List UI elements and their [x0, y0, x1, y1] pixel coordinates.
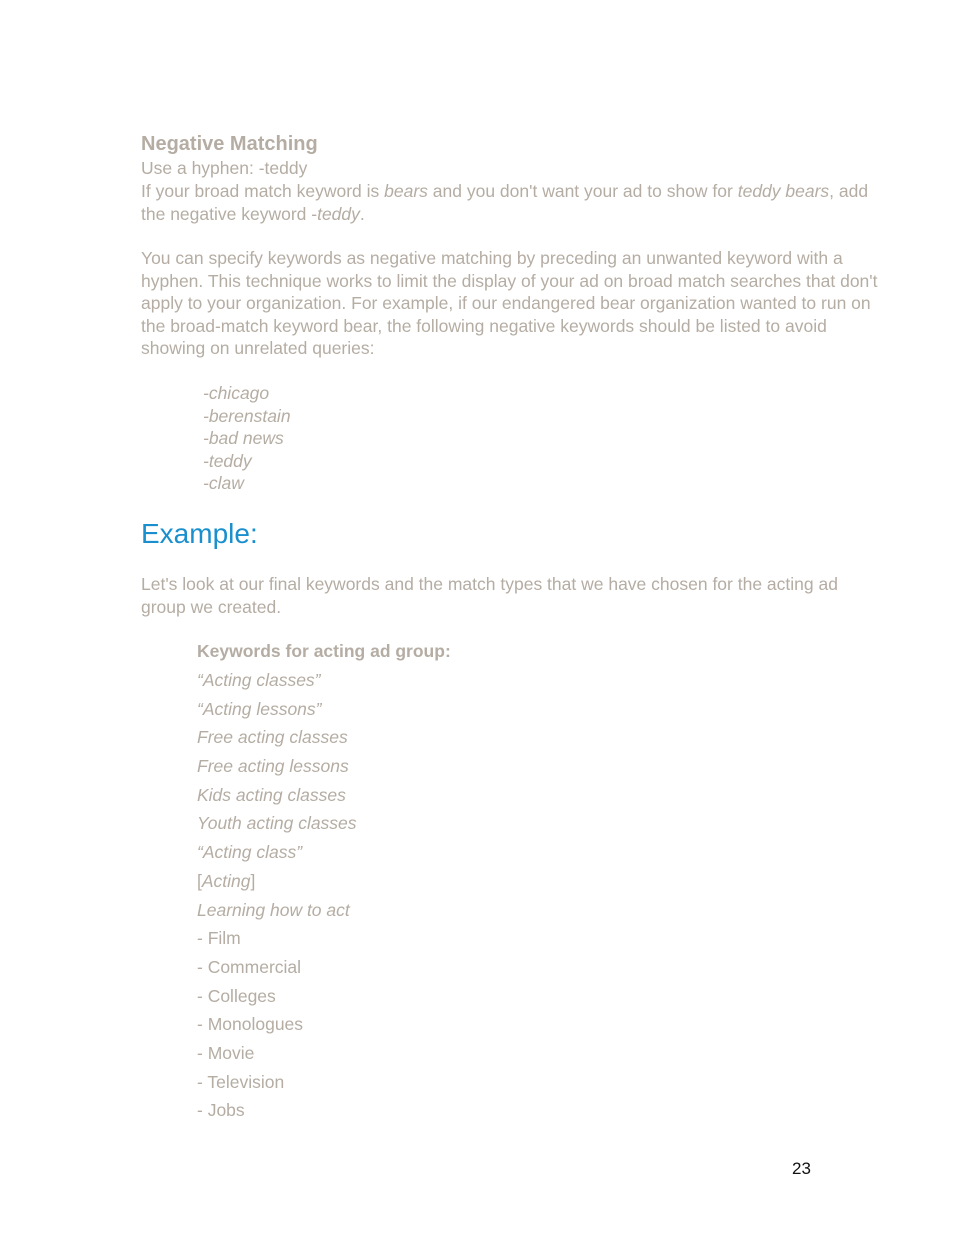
text-segment-italic: teddy: [317, 203, 360, 224]
keyword-text: Acting: [201, 870, 251, 891]
text-segment-italic: bears: [384, 181, 428, 201]
negative-keyword-item: - Movie: [197, 1042, 255, 1063]
text-segment: , add the negative keyword -: [141, 181, 869, 224]
text-segment: If your broad match keyword is: [141, 181, 385, 201]
bracket-open: [: [197, 870, 202, 891]
negative-keyword-item: - Film: [197, 928, 241, 949]
keyword-item: “Acting classes”: [197, 670, 321, 690]
section-heading-negative-matching: Negative Matching: [141, 133, 318, 155]
negative-keyword: -bad news: [203, 428, 284, 448]
negative-matching-example: [141, 180, 881, 225]
negative-keyword: -teddy: [203, 450, 252, 471]
keyword-item: “Acting class”: [197, 842, 303, 863]
negative-keyword: -claw: [203, 473, 244, 493]
keyword-list: [197, 669, 357, 1128]
keywords-heading: Keywords for acting ad group:: [197, 641, 451, 661]
example-heading: Example:: [141, 518, 258, 549]
keyword-item: Kids acting classes: [197, 784, 346, 805]
negative-keyword-item: - Television: [197, 1071, 285, 1092]
negative-keyword-list: [203, 382, 291, 495]
keyword-item-exact: [197, 870, 357, 899]
negative-keyword-item: - Colleges: [197, 985, 276, 1006]
example-intro: Let's look at our final keywords and the match types that we have chosen for the acting ad group we created.: [141, 574, 838, 617]
keyword-item: Free acting lessons: [197, 756, 349, 777]
page-number: 23: [792, 1159, 811, 1178]
negative-matching-rule: Use a hyphen: -teddy: [141, 158, 308, 178]
negative-keyword: -berenstain: [203, 405, 291, 426]
keyword-item: “Acting lessons”: [197, 698, 322, 719]
text-segment: and you don't want your ad to show for: [427, 181, 738, 201]
text-segment-italic: teddy bears: [737, 181, 830, 201]
keyword-item: Free acting classes: [197, 727, 348, 748]
bracket-close: ]: [250, 870, 256, 891]
negative-keyword: -chicago: [203, 383, 270, 403]
negative-keyword-item: - Commercial: [197, 956, 302, 977]
keyword-item: Youth acting classes: [197, 813, 357, 834]
text-segment: .: [359, 203, 365, 224]
negative-keyword-item: - Jobs: [197, 1100, 245, 1121]
keyword-item: Learning how to act: [197, 899, 350, 920]
negative-keyword-item: - Monologues: [197, 1014, 304, 1035]
negative-matching-paragraph: You can specify keywords as negative matching by preceding an unwanted keyword with a hyphen. This technique works to limit the display of your ad on broad match searches that don't apply to your organization. For example, if our endangered bear organization wanted to run on the broad-match keyword bear, the following negative keywords should be listed to avoid showing on unrelated queries:: [141, 248, 878, 358]
